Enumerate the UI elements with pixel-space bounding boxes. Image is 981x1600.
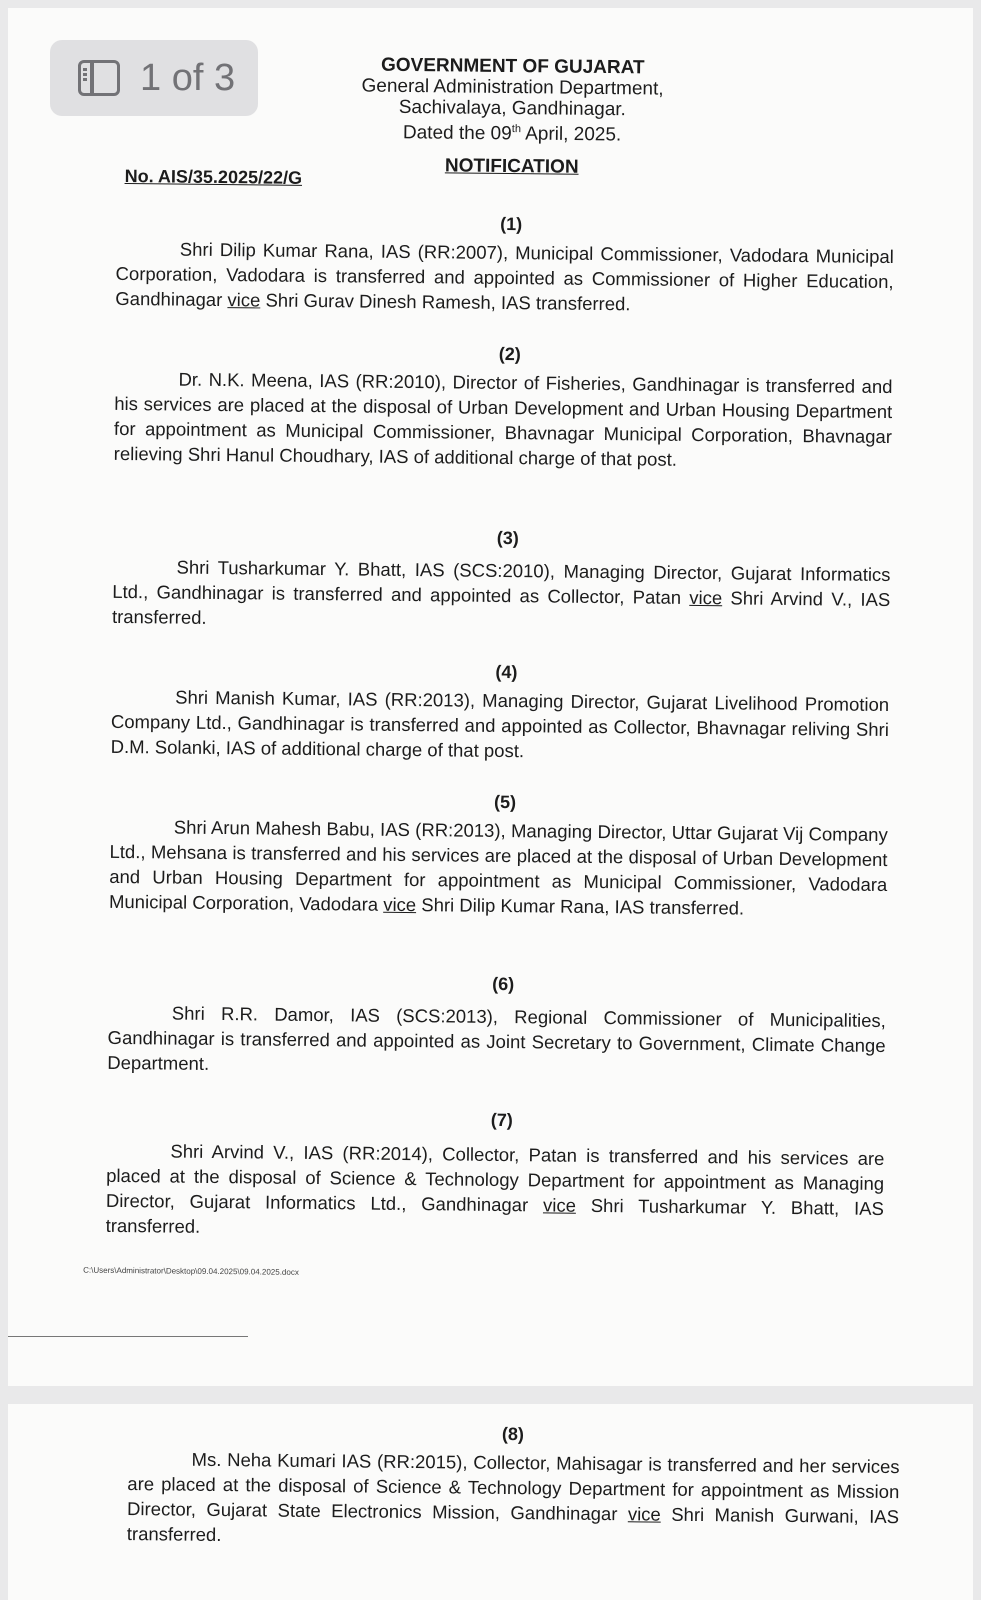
office-address: Sachivalaya, Gandhinagar. [398, 96, 627, 121]
notification-title: NOTIFICATION [444, 155, 579, 178]
paragraph-5: Shri Arun Mahesh Babu, IAS (RR:2013), Managing Director, Uttar Gujarat Vij Company Ltd., Mehsana is transferred and his services are placed at the disposal of Urban Development and Urban Housing Department for appointment as Municipal Commissioner, Vadodara Municipal Corporation, Vadodara vice Shri Dilip Kumar Rana, IAS transferred. [108, 816, 888, 919]
paragraph-2: Dr. N.K. Meena, IAS (RR:2010), Director of Fisheries, Gandhinagar is transferred and his services are placed at the disposal of Urban Development and Urban Housing Department for appointment as Municipal Commissioner, Bhavnagar Municipal Corporation, Bhavnagar relieving Shri Hanul Choudhary, IAS of additional charge of that post. [113, 368, 893, 470]
paragraph-1: Shri Dilip Kumar Rana, IAS (RR:2007), Municipal Commissioner, Vadodara Municipal Corporation, Vadodara is transferred and appointed as Commissioner of Higher Education, Gandhinagar vice Shri Gurav Dinesh Ramesh, IAS transferred. [115, 238, 894, 315]
letterhead [337, 54, 688, 146]
paragraph-number: (8) [501, 1423, 524, 1445]
notification-date: Dated the 09th April, 2025. [402, 122, 622, 146]
paragraph-6: Shri R.R. Damor, IAS (SCS:2013), Regional Commissioner of Municipalities, Gandhinagar is transferred and appointed as Joint Secretary to Government, Climate Change Department. [107, 1002, 886, 1074]
paragraph-number: (6) [492, 973, 515, 995]
paragraph-number: (1) [500, 213, 523, 235]
page-1-content [8, 8, 973, 1386]
page-divider-line [8, 1336, 248, 1337]
paragraph-number: (3) [496, 527, 519, 549]
page-count-badge[interactable] [50, 40, 258, 116]
department-name: General Administration Department, [361, 75, 664, 100]
paragraph-number: (2) [498, 343, 521, 365]
sidebar-icon [78, 60, 120, 96]
page-count-label: 1 of 3 [140, 56, 236, 99]
paragraph-number: (5) [493, 791, 517, 813]
document-page-2 [8, 1404, 973, 1600]
paragraph-7: Shri Arvind V., IAS (RR:2014), Collector, Patan is transferred and his services are placed at the disposal of Science & Technology Department for appointment as Managing Director, Gujarat Informatics Ltd., Gandhinagar vice Shri Tusharkumar Y. Bhatt, IAS transferred. [105, 1140, 885, 1237]
document-page-1 [8, 8, 973, 1386]
page-2-content [8, 1404, 973, 1600]
notification-number: No. AIS/35.2025/22/G [124, 165, 303, 188]
government-name: GOVERNMENT OF GUJARAT [380, 54, 645, 79]
paragraph-4: Shri Manish Kumar, IAS (RR:2013), Managing Director, Gujarat Livelihood Promotion Company Ltd., Gandhinagar is transferred and appointed as Collector, Bhavnagar reliving Shri D.M. Solanki, IAS of additional charge of that post. [110, 686, 890, 762]
paragraph-number: (4) [495, 661, 518, 683]
paragraph-number: (7) [490, 1109, 513, 1131]
paragraph-3: Shri Tusharkumar Y. Bhatt, IAS (SCS:2010), Managing Director, Gujarat Informatics Ltd., Gandhinagar is transferred and appointed as Collector, Patan vice Shri Arvind V., IAS transferred. [111, 556, 891, 628]
file-path-footer: C:\Users\Administrator\Desktop\09.04.2025\09.04.2025.docx [83, 1265, 299, 1277]
paragraph-8: Ms. Neha Kumari IAS (RR:2015), Collector, Mahisagar is transferred and her services are placed at the disposal of Science & Technology Department for appointment as Mission Director, Gujarat State Electronics Mission, Gandhinagar vice Shri Manish Gurwani, IAS transferred. [126, 1448, 900, 1546]
